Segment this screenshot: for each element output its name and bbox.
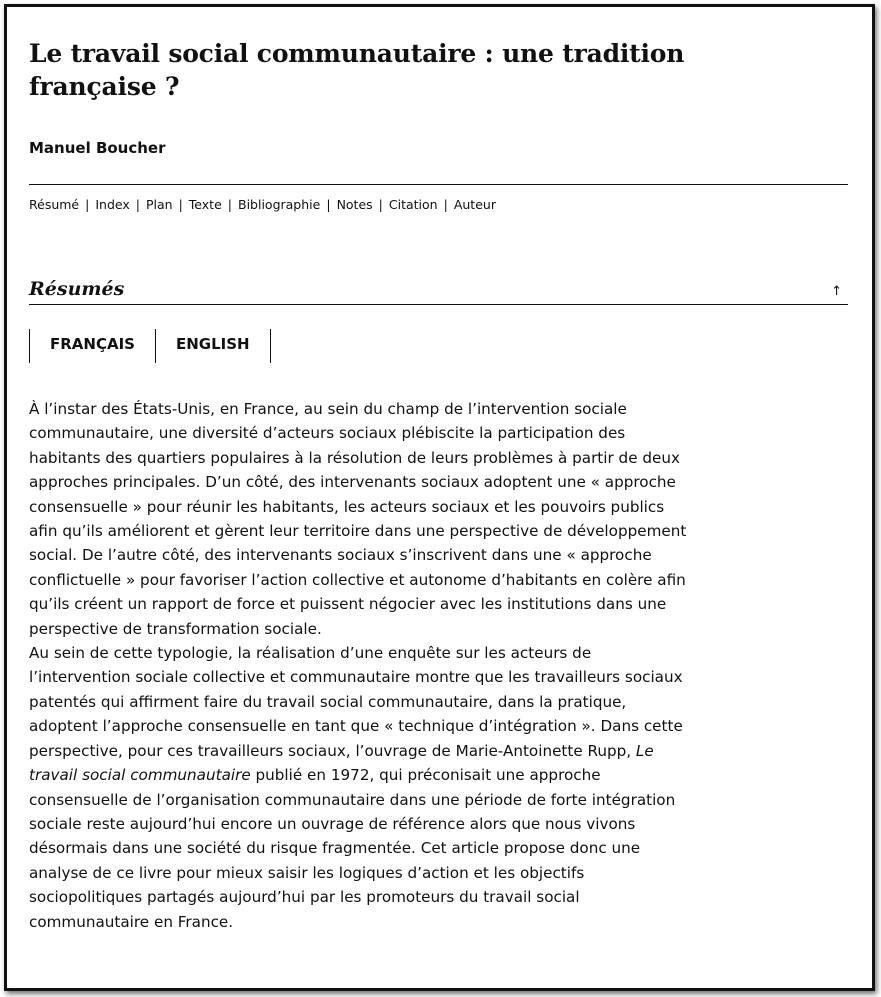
tab-francais[interactable]: FRANÇAIS bbox=[29, 329, 155, 363]
nav-separator: | bbox=[227, 197, 232, 212]
author-name: Manuel Boucher bbox=[29, 139, 166, 157]
nav-separator: | bbox=[135, 197, 140, 212]
abstract-text-segment: Au sein de cette typologie, la réalisation d’une enquête sur les acteurs de l’intervention sociale collective et communautaire montre que les travailleurs sociaux patentés qui affirment faire du travail social communautaire, dans la pratique, adoptent l’approche consensuelle en tant que « technique d’intégration ». Dans cette perspective, pour ces travailleurs sociaux, l’ouvrage de Marie-Antoinette Rupp, bbox=[29, 644, 683, 760]
resumes-section-header bbox=[29, 278, 848, 304]
nav-link-bibliographie[interactable]: Bibliographie bbox=[238, 197, 321, 212]
header-divider bbox=[29, 184, 848, 185]
abstract-text-segment: publié en 1972, qui préconisait une approche consensuelle de l’organisation communautaire dans une période de forte intégration sociale reste aujourd’hui encore un ouvrage de référence alors que nous vivons désormais dans une société du risque fragmentée. Cet article propose donc une analyse de ce livre pour mieux saisir les logiques d’action et les objectifs sociopolitiques partagés aujourd’hui par les promoteurs du travail social communautaire en France. bbox=[29, 766, 676, 931]
nav-link-citation[interactable]: Citation bbox=[388, 197, 438, 212]
nav-separator: | bbox=[85, 197, 90, 212]
nav-link-texte[interactable]: Texte bbox=[188, 197, 222, 212]
abstract-text bbox=[29, 397, 689, 934]
abstract-paragraph: À l’instar des États-Unis, en France, au sein du champ de l’intervention sociale communautaire, une diversité d’acteurs sociaux plébiscite la participation des habitants des quartiers populaires à la résolution de leurs problèmes à partir de deux approches principales. D’un côté, des intervenants sociaux adoptent une « approche consensuelle » pour réunir les habitants, les acteurs sociaux et les pouvoirs publics afin qu’ils améliorent et gèrent leur territoire dans une perspective de développement social. De l’autre côté, des intervenants sociaux s’inscrivent dans une « approche conflictuelle » pour favoriser l’action collective et autonome d’habitants en colère afin qu’ils créent un rapport de force et puissent négocier avec les institutions dans une perspective de transformation sociale. bbox=[29, 400, 687, 638]
nav-link-index[interactable]: Index bbox=[95, 197, 130, 212]
tab-english[interactable]: ENGLISH bbox=[155, 329, 271, 363]
abstract-paragraph bbox=[29, 641, 689, 934]
article-content bbox=[29, 37, 848, 934]
section-title: Résumés bbox=[29, 278, 125, 300]
nav-link-plan[interactable]: Plan bbox=[145, 197, 173, 212]
nav-separator: | bbox=[378, 197, 383, 212]
language-tabs bbox=[29, 329, 848, 363]
nav-link-resume[interactable]: Résumé bbox=[29, 197, 80, 212]
book-title: Le travail social communautaire bbox=[29, 741, 654, 785]
nav-separator: | bbox=[443, 197, 448, 212]
back-to-top-icon[interactable]: ↑ bbox=[831, 284, 842, 299]
article-frame bbox=[4, 4, 875, 991]
nav-link-notes[interactable]: Notes bbox=[336, 197, 373, 212]
nav-link-auteur[interactable]: Auteur bbox=[453, 197, 496, 212]
section-divider bbox=[29, 304, 848, 305]
nav-separator: | bbox=[178, 197, 183, 212]
article-nav bbox=[29, 197, 848, 212]
article-title: Le travail social communautaire : une tradition française ? bbox=[29, 39, 685, 101]
nav-separator: | bbox=[326, 197, 331, 212]
